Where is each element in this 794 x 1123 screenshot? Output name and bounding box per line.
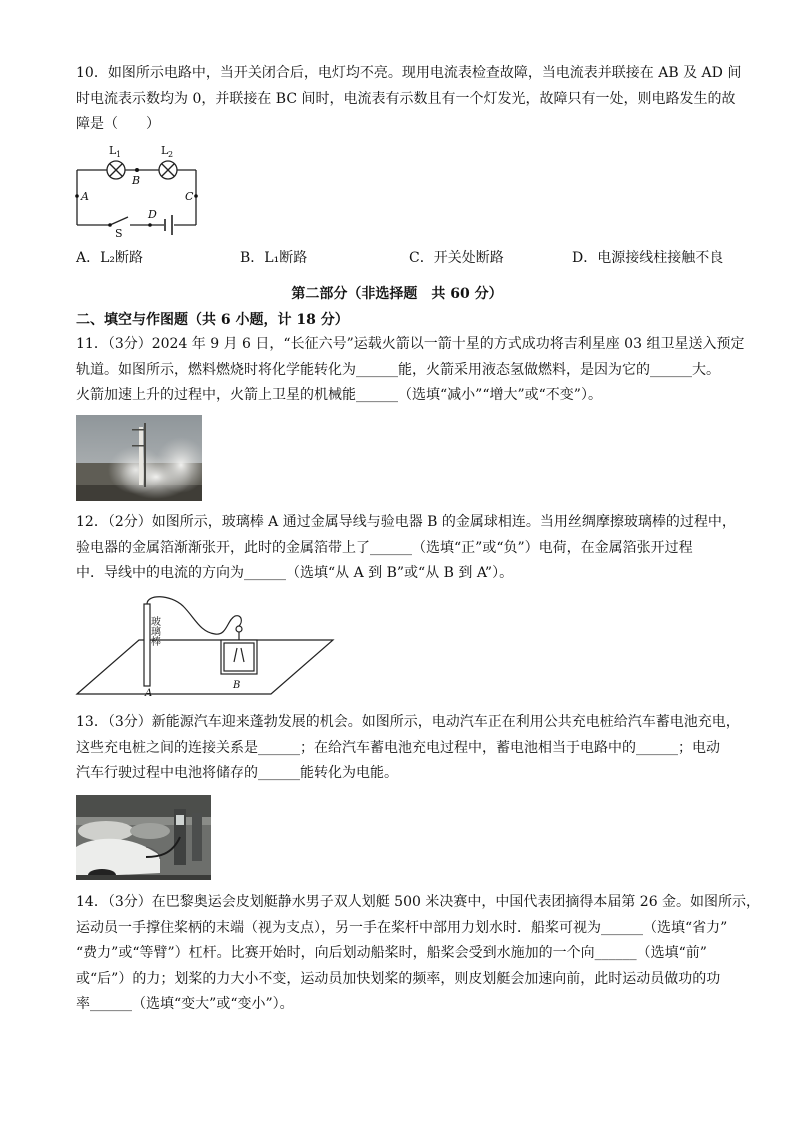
circuit-diagram: [70, 140, 205, 238]
label-l1: L: [109, 144, 117, 157]
label-s: S: [115, 227, 123, 238]
question-text-line: 14．（3分）在巴黎奥运会皮划艇静水男子双人划艇 500 米决赛中，中国代表团摘得本届第 26 金。如图所示，: [76, 894, 761, 910]
rod-label-char: 玻璃棒: [148, 616, 160, 646]
section-two-title: 二、填空与作图题（共 6 小题，计 18 分）: [76, 312, 349, 328]
label-a: A: [145, 688, 153, 698]
question-text-line: 中．导线中的电流的方向为______（选填“从 A 到 B”或“从 B 到 A”）。: [76, 565, 514, 581]
label-d: D: [148, 208, 157, 221]
choice-a[interactable]: A．L₂断路: [76, 250, 144, 266]
question-text-line: 汽车行驶过程中电池将储存的______能转化为电能。: [76, 765, 398, 781]
question-text-line: “费力”或“等臂”）杠杆。比赛开始时，向后划动船桨时，船桨会受到水施加的一个向______（选填“前”: [76, 945, 707, 961]
question-text-line: 或“后”）的力；划桨的力大小不变，运动员加快划桨的频率，则皮划艇会加速向前，此时运动员做功的功: [76, 970, 721, 987]
label-b: B: [233, 680, 241, 691]
question-text-line: 验电器的金属箔渐渐张开，此时的金属箔带上了______（选填“正”或“负”）电荷，在金属箔张开过程: [76, 539, 693, 556]
question-11: [76, 332, 745, 409]
svg-text:1: 1: [116, 150, 122, 159]
question-text-line: 障是（ ）: [76, 116, 160, 132]
question-text-line: 率______（选填“变大”或“变小”）。: [76, 996, 294, 1012]
question-text-line: 运动员一手撑住桨柄的末端（视为支点），另一手在桨杆中部用力划水时．船桨可视为______（选填“省力”: [76, 919, 728, 936]
question-text-line: 11．（3分）2024 年 9 月 6 日，“长征六号”运载火箭以一箭十星的方式成功将吉利星座 03 组卫星送入预定: [76, 336, 745, 352]
label-b: B: [132, 174, 141, 187]
question-text-line: 12．（2分）如图所示，玻璃棒 A 通过金属导线与验电器 B 的金属球相连。当用丝绸摩擦玻璃棒的过程中，: [76, 514, 736, 530]
question-text-line: 这些充电桩之间的连接关系是______；在给汽车蓄电池充电过程中，蓄电池相当于电路中的______；电动: [76, 739, 720, 756]
question-10: [76, 61, 742, 138]
question-text-line: 轨道。如图所示，燃料燃烧时将化学能转化为______能，火箭采用液态氢做燃料，是因为它的______大。: [76, 361, 720, 378]
choice-b[interactable]: B．L₁断路: [240, 250, 308, 266]
svg-text:2: 2: [168, 150, 174, 159]
question-text-line: 10．如图所示电路中，当开关闭合后，电灯均不亮。现用电流表检查故障，当电流表并联接在 AB 及 AD 间: [76, 65, 742, 81]
label-a: A: [81, 190, 89, 203]
rocket-launch-photo: [76, 415, 202, 501]
question-text-line: 13．（3分）新能源汽车迎来蓬勃发展的机会。如图所示，电动汽车正在利用公共充电桩给汽车蓄电池充电，: [76, 714, 740, 730]
ev-charging-photo: [76, 795, 211, 880]
choice-d[interactable]: D．电源接线柱接触不良: [572, 250, 724, 266]
question-14: [76, 890, 761, 1018]
q10-choices: [76, 247, 724, 271]
label-l2: L: [161, 144, 169, 157]
question-12: [76, 510, 736, 587]
choice-c[interactable]: C．开关处断路: [409, 250, 504, 266]
label-c: C: [185, 190, 194, 203]
question-text-line: 火箭加速上升的过程中，火箭上卫星的机械能______（选填“减小”“增大”或“不变”）。: [76, 387, 602, 403]
part-two-title: 第二部分（非选择题 共 60 分）: [291, 286, 503, 302]
question-13: [76, 710, 740, 787]
question-text-line: 时电流表示数均为 0，并联接在 BC 间时，电流表有示数且有一个灯发光，故障只有一处，则电路发生的故: [76, 90, 736, 107]
electroscope-diagram: [75, 592, 335, 698]
